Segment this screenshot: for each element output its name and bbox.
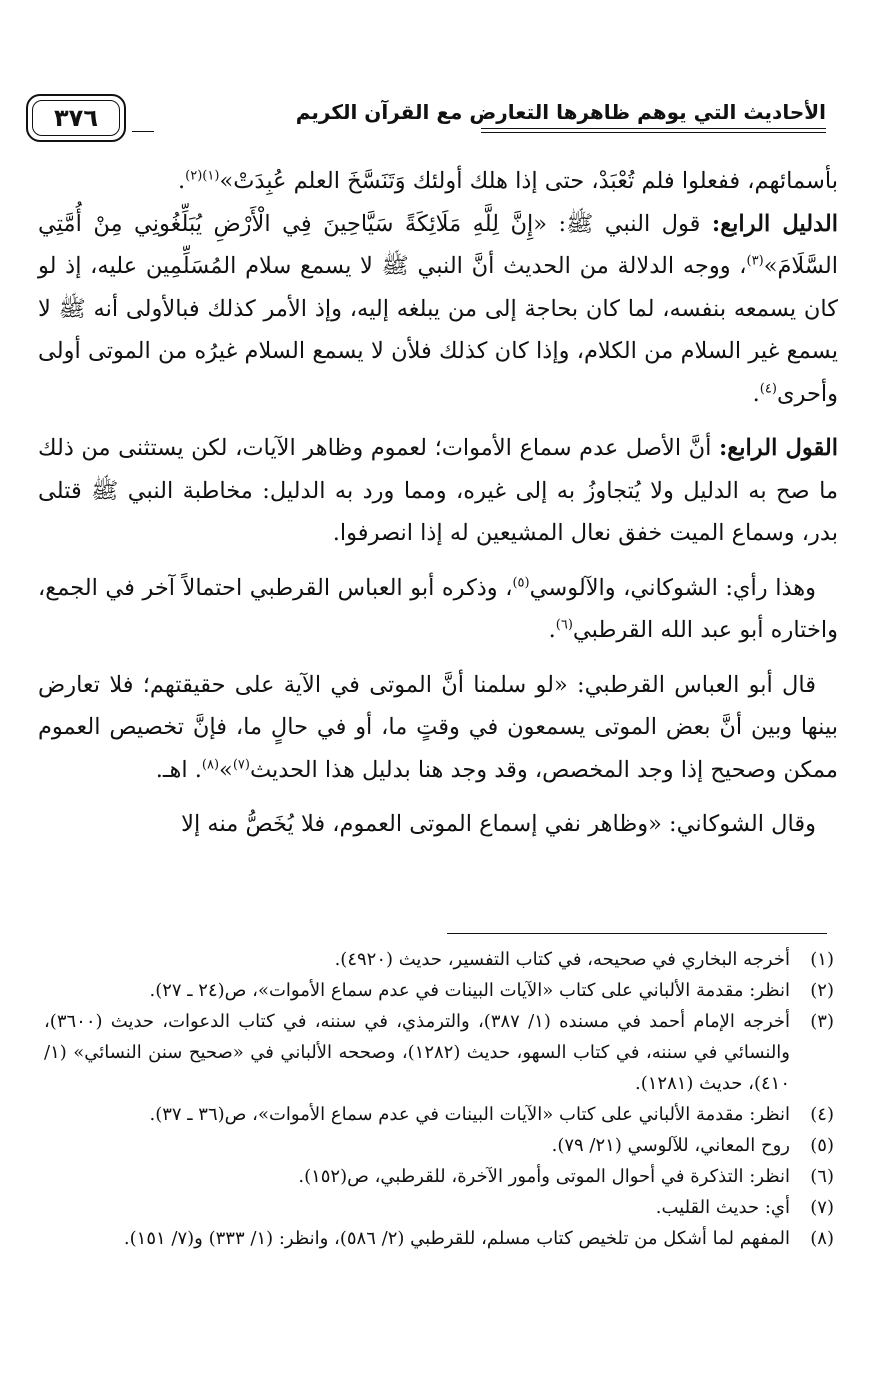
footnote-ref: (٤) bbox=[759, 381, 777, 396]
footnote-ref: (١)(٢) bbox=[185, 168, 220, 184]
running-header bbox=[26, 94, 826, 150]
text-run: . اهـ. bbox=[155, 756, 202, 783]
footnote-number: (٤) bbox=[810, 1104, 834, 1125]
section-label: الدليل الرابع: bbox=[711, 210, 838, 237]
text-run: . bbox=[548, 617, 556, 643]
paragraph bbox=[38, 203, 838, 416]
text-run: وقال الشوكاني: «وظاهر نفي إسماع الموتى العموم، فلا يُخَصُّ منه إلا bbox=[181, 811, 816, 837]
footnote-ref: (٨) bbox=[201, 757, 220, 772]
footnote bbox=[44, 1223, 834, 1254]
footnote-ref: (٦) bbox=[555, 617, 573, 633]
footnote-text: انظر: مقدمة الألباني على كتاب «الآيات البينات في عدم سماع الأموات»، ص(٢٤ ـ ٢٧). bbox=[149, 980, 790, 1001]
main-text bbox=[38, 160, 838, 846]
text-run: . bbox=[752, 380, 760, 407]
footnote-text: أي: حديث القليب. bbox=[655, 1197, 790, 1218]
footnote-number: (٨) bbox=[810, 1228, 834, 1249]
footnote bbox=[44, 975, 834, 1006]
footnote bbox=[44, 1161, 834, 1192]
footnote-text: انظر: مقدمة الألباني على كتاب «الآيات البينات في عدم سماع الأموات»، ص(٣٦ ـ ٣٧). bbox=[149, 1104, 790, 1125]
text-run: قول النبي ﷺ: «إِنَّ لِلَّهِ مَلَائِكَةً سَيَّاحِينَ فِي الْأَرْضِ يُبَلِّغُونِي مِنْ أُمَّتِي السَّلَامَ» bbox=[38, 210, 838, 279]
section-label: القول الرابع: bbox=[719, 435, 839, 461]
footnote-number: (٥) bbox=[810, 1135, 834, 1156]
footnote-ref: (٧) bbox=[232, 757, 250, 772]
footnote-number: (٢) bbox=[810, 980, 834, 1001]
paragraph bbox=[38, 567, 838, 652]
footnote-number: (١) bbox=[810, 949, 834, 970]
footnote-text: المفهم لما أشكل من تلخيص كتاب مسلم، للقرطبي (٢/ ٥٨٦)، وانظر: (١/ ٣٣٣) و(٧/ ١٥١). bbox=[123, 1228, 790, 1249]
footnote bbox=[44, 1006, 834, 1099]
paragraph bbox=[38, 427, 838, 555]
footnote-text: أخرجه البخاري في صحيحه، في كتاب التفسير، حديث (٤٩٢٠). bbox=[334, 949, 790, 970]
paragraph bbox=[38, 803, 838, 846]
text-run: ، وذكره أبو العباس القرطبي احتمالاً آخر في الجمع، واختاره أبو عبد الله القرطبي bbox=[38, 574, 838, 643]
text-run: أنَّ الأصل عدم سماع الأموات؛ لعموم وظاهر الآيات، لكن يستثنى من ذلك ما صح به الدليل ولا يُتجاوزُ به إلى غيره، ومما ورد به الدليل: مخاطبة النبي ﷺ قتلى بدر، وسماع الميت خفق نعال المشيعين له إذا انصرفوا. bbox=[38, 435, 838, 546]
footnote-number: (٣) bbox=[810, 1011, 834, 1032]
text-run: بأسمائهم، ففعلوا فلم تُعْبَدْ، حتى إذا هلك أولئك وَتَنَسَّخَ العلم عُبِدَتْ» bbox=[219, 168, 838, 194]
header-title: الأحاديث التي يوهم ظاهرها التعارض مع القرآن الكريم bbox=[295, 100, 826, 124]
text-run: قال أبو العباس القرطبي: «لو سلمنا أنَّ الموتى في الآية على حقيقتهم؛ فلا تعارض بينها وبين أنَّ بعض الموتى يسمعون في وقتٍ ما، أو في حالٍ ما، فإنَّ تخصيص العموم ممكن وصحيح إذا وجد المخصص، وقد وجد هنا بدليل هذا الحديث bbox=[38, 671, 838, 783]
footnote-number: (٧) bbox=[810, 1197, 834, 1218]
header-rule bbox=[481, 128, 826, 129]
text-run: . bbox=[178, 168, 186, 194]
paragraph bbox=[38, 664, 838, 792]
footnote-text: انظر: التذكرة في أحوال الموتى وأمور الآخرة، للقرطبي، ص(١٥٢). bbox=[298, 1166, 790, 1187]
text-run: وهذا رأي: الشوكاني، والآلوسي bbox=[529, 574, 816, 601]
header-divider bbox=[132, 131, 154, 132]
footnote-separator bbox=[447, 933, 827, 934]
footnote bbox=[44, 1192, 834, 1223]
footnote-ref: (٣) bbox=[746, 253, 764, 269]
footnote-number: (٦) bbox=[810, 1166, 834, 1187]
footnotes bbox=[44, 944, 834, 1254]
footnote bbox=[44, 1130, 834, 1161]
footnote-ref: (٥) bbox=[512, 575, 530, 590]
text-run: » bbox=[219, 756, 233, 783]
text-run: ، ووجه الدلالة من الحديث أنَّ النبي ﷺ لا يسمع سلام المُسَلِّمِين عليه، إذ لو كان يسمعه بنفسه، لما كان بحاجة إلى من يبلغه إليه، وإذ الأمر كذلك فبالأولى أنه ﷺ لا يسمع غير السلام من الكلام، وإذا كان كذلك فلأن لا يسمع السلام غيرُه من الموتى أولى وأحرى bbox=[38, 253, 838, 407]
footnote bbox=[44, 1099, 834, 1130]
footnote bbox=[44, 944, 834, 975]
page-number: ٣٧٦ bbox=[32, 100, 120, 136]
footnote-text: أخرجه الإمام أحمد في مسنده (١/ ٣٨٧)، والترمذي، في سننه، في كتاب الدعوات، حديث (٣٦٠٠)، والنسائي في سننه، في كتاب السهو، حديث (١٢٨٢)، وصححه الألباني في «صحيح سنن النسائي» (١/ ٤١٠)، حديث (١٢٨١). bbox=[44, 1011, 790, 1094]
footnote-text: روح المعاني، للآلوسي (٢١/ ٧٩). bbox=[551, 1135, 790, 1156]
paragraph bbox=[38, 160, 838, 203]
header-rule bbox=[481, 132, 826, 133]
page-number-box bbox=[26, 94, 126, 142]
